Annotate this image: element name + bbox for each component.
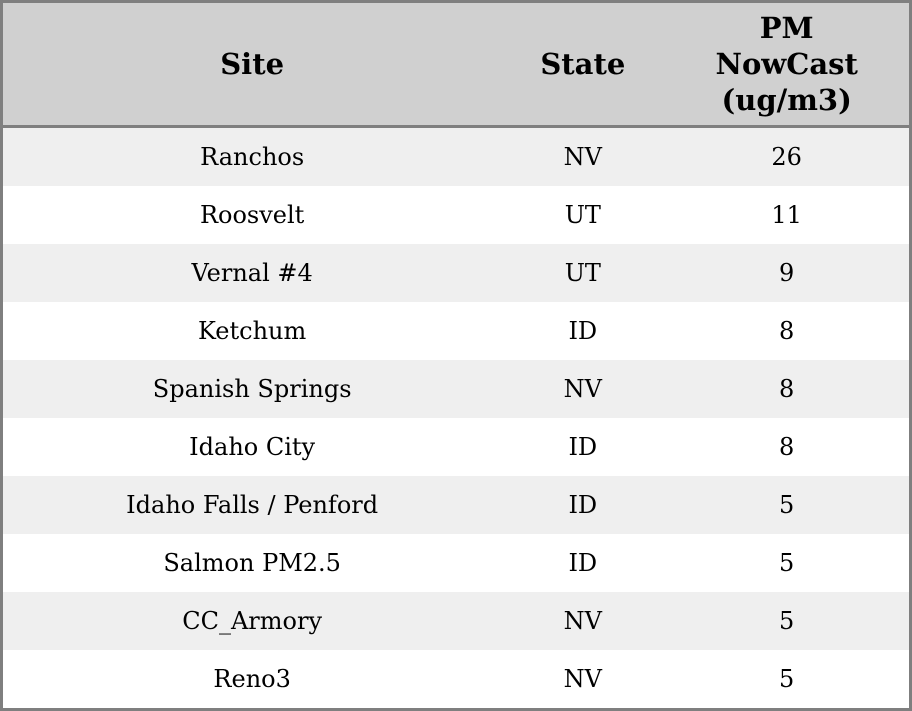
cell-pm: 8 [779,374,795,403]
cell-site: Idaho City [189,432,316,461]
cell-site: Ranchos [200,143,305,171]
table-row [2,534,911,592]
cell-state: UT [564,258,601,287]
cell-state: NV [563,143,602,171]
cell-pm: 5 [779,606,795,635]
cell-pm: 26 [771,143,802,171]
cell-site: CC_Armory [182,606,323,635]
cell-site: Ketchum [198,316,307,345]
header-row [2,2,911,127]
column-header-state: State [501,2,664,127]
cell-state: ID [568,432,598,461]
table-row [2,476,911,534]
table-row [2,592,911,650]
table-row [2,360,911,418]
cell-site: Vernal #4 [191,258,313,287]
cell-site: Spanish Springs [152,374,352,403]
column-header-pm-nowcast-label: PM NowCast (ug/m3) [715,10,858,118]
cell-pm: 5 [779,548,795,577]
table-row [2,418,911,476]
cell-site: Salmon PM2.5 [163,548,341,577]
cell-pm: 8 [779,316,795,345]
cell-state: ID [568,548,598,577]
cell-site: Idaho Falls / Penford [126,490,379,519]
cell-state: NV [563,374,602,403]
column-header-pm-nowcast [664,2,910,127]
cell-pm: 8 [779,432,795,461]
cell-state: NV [563,606,602,635]
cell-pm: 9 [779,258,795,287]
cell-pm: 5 [779,490,795,519]
cell-state: UT [564,201,601,229]
table-body [2,127,911,710]
table-row [2,186,911,244]
table-header [2,2,911,127]
table-row [2,650,911,710]
table-row [2,127,911,187]
table-row [2,244,911,302]
cell-state: NV [563,664,602,693]
cell-site: Roosvelt [199,201,305,229]
cell-pm: 5 [779,664,795,693]
table-row [2,302,911,360]
column-header-site: Site [2,2,502,127]
cell-state: ID [568,316,598,345]
cell-site: Reno3 [213,664,291,693]
cell-state: ID [568,490,598,519]
cell-pm: 11 [771,201,802,229]
